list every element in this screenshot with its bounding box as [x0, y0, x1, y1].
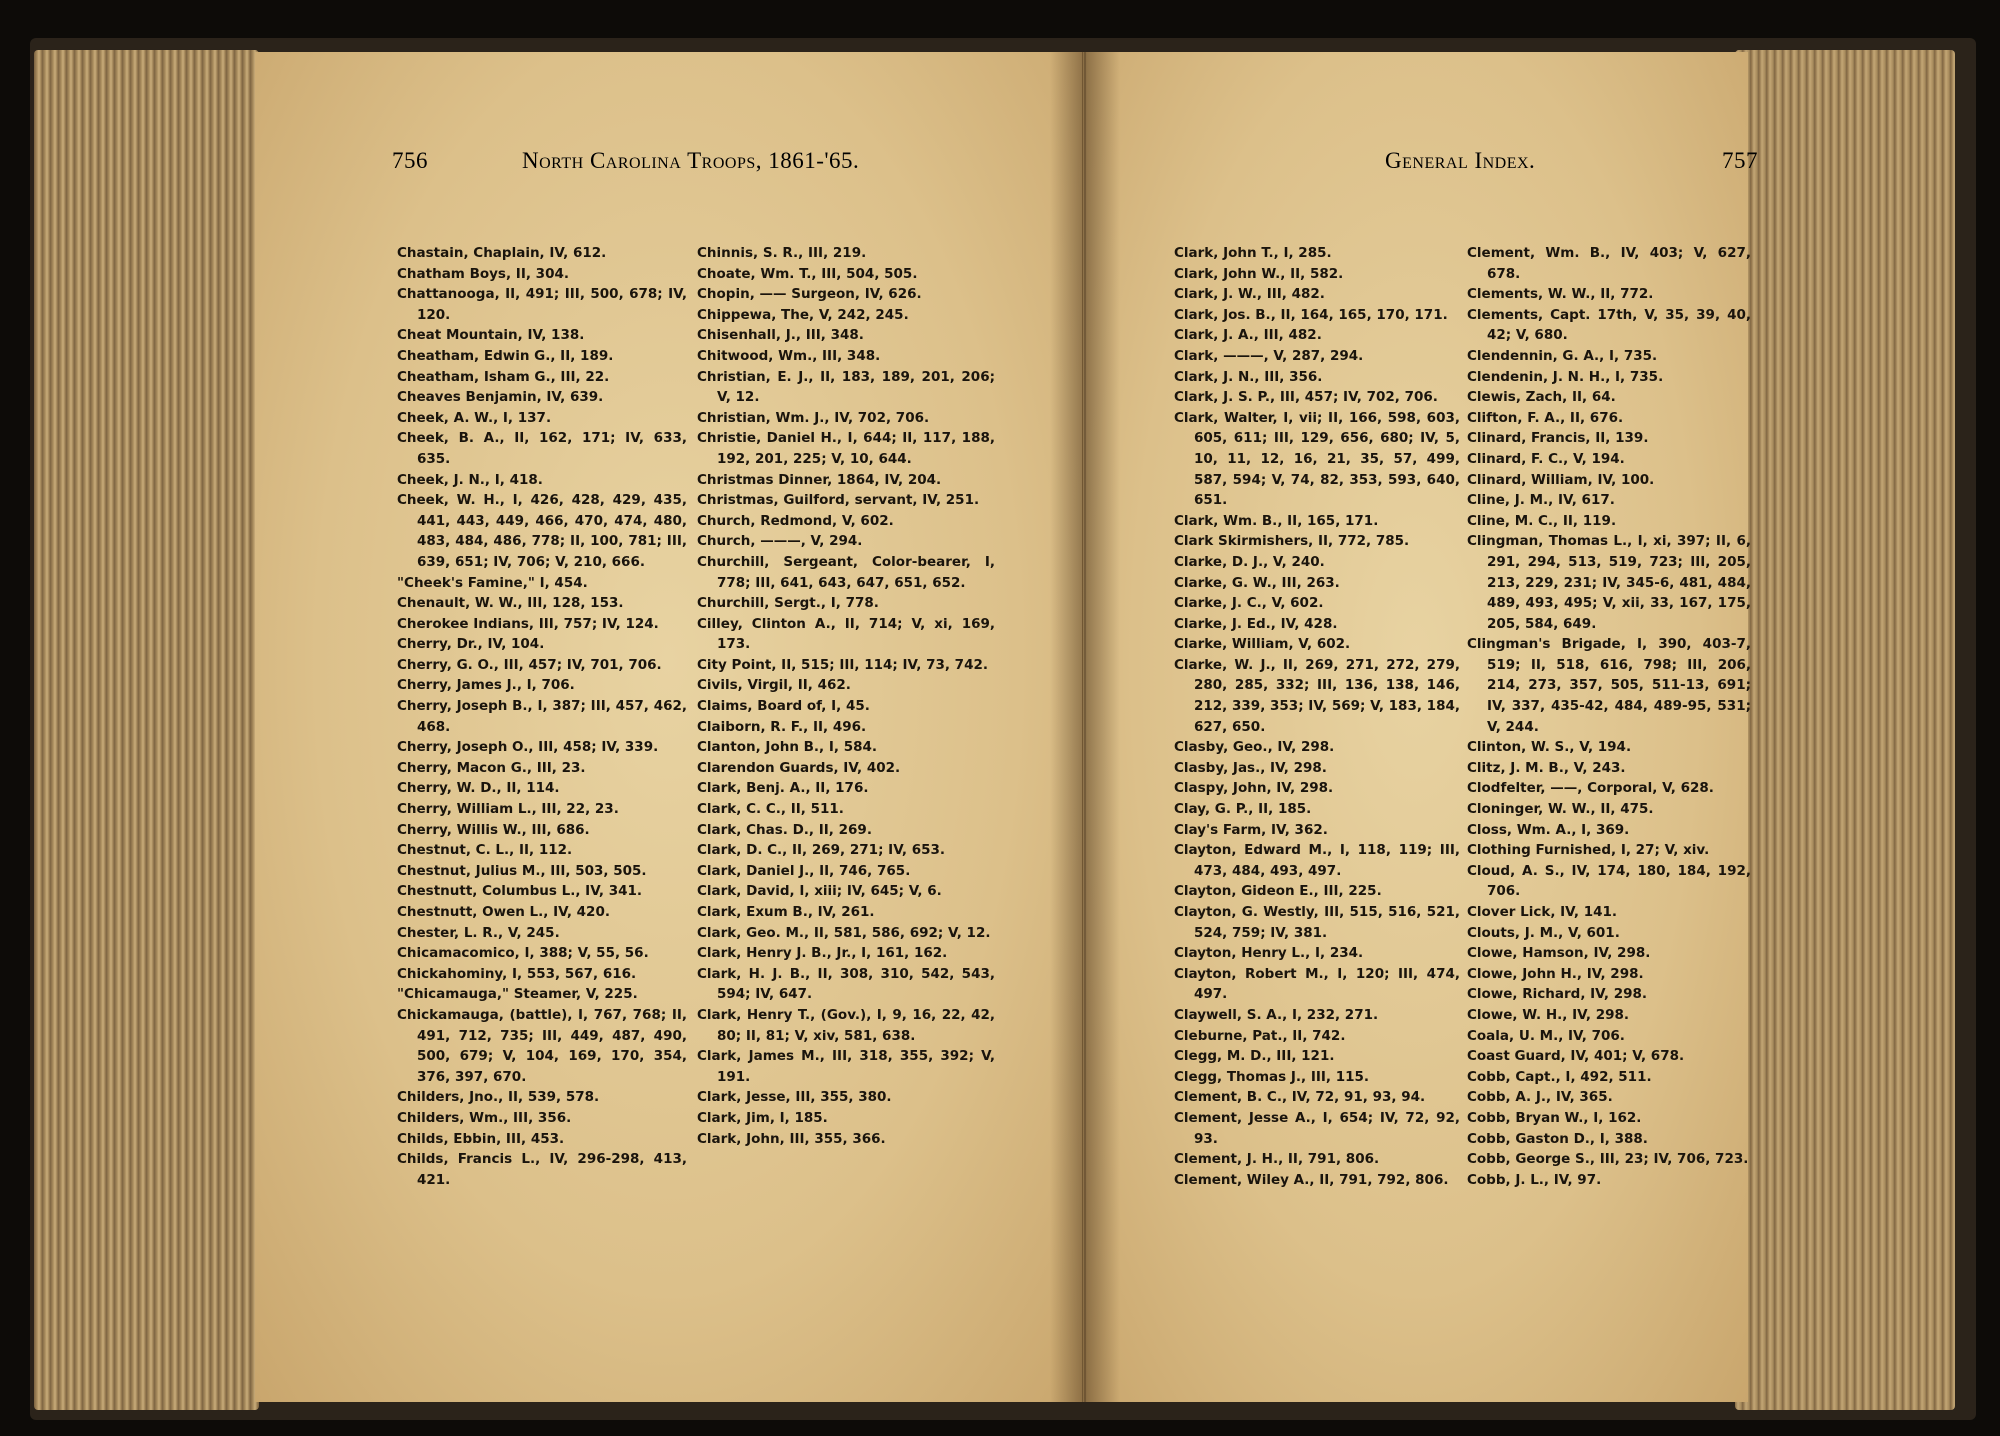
- index-entry: Cobb, A. J., IV, 365.: [1467, 1089, 1613, 1106]
- index-entry: Chopin, —— Surgeon, IV, 626.: [697, 286, 922, 303]
- left-page-number: 756: [392, 148, 428, 173]
- index-entry: Clegg, Thomas J., III, 115.: [1174, 1068, 1370, 1085]
- index-entry: Cheatham, Edwin G., II, 189.: [397, 347, 614, 364]
- index-entry: Cherry, Joseph O., III, 458; IV, 339.: [397, 739, 659, 756]
- index-entry: Clegg, M. D., III, 121.: [1174, 1048, 1335, 1065]
- index-entry: Claspy, John, IV, 298.: [1174, 780, 1334, 797]
- index-entry: Chattanooga, II, 491; III, 500, 678; IV, 120.: [397, 286, 687, 323]
- index-entry: Chinnis, S. R., III, 219.: [697, 245, 867, 261]
- index-entry: Clement, B. C., IV, 72, 91, 93, 94.: [1174, 1089, 1426, 1106]
- index-entry: Clark, Exum B., IV, 261.: [697, 904, 875, 920]
- index-entry: Clothing Furnished, I, 27; V, xiv.: [1467, 842, 1710, 859]
- index-entry: Cherry, Joseph B., I, 387; III, 457, 462, 468.: [397, 698, 687, 735]
- index-entry: Clendennin, G. A., I, 735.: [1467, 347, 1658, 364]
- right-page-number: 757: [1722, 148, 1758, 173]
- index-entry: Clement, Wiley A., II, 791, 792, 806.: [1174, 1171, 1449, 1188]
- index-entry: Chickamauga, (battle), I, 767, 768; II, 491, 712, 735; III, 449, 487, 490, 500, 679; V, 104, 169, 170, 354, 376, 397, 670.: [397, 1006, 687, 1085]
- index-entry: Clayton, G. Westly, III, 515, 516, 521, 524, 759; IV, 381.: [1174, 904, 1460, 941]
- index-entry: Clay's Farm, IV, 362.: [1174, 821, 1328, 838]
- index-entry: Cloninger, W. W., II, 475.: [1467, 801, 1654, 818]
- index-entry: Clark, D. C., II, 269, 271; IV, 653.: [697, 842, 946, 859]
- index-entry: Christmas Dinner, 1864, IV, 204.: [697, 471, 942, 488]
- index-entry: Cheek, A. W., I, 137.: [397, 409, 552, 426]
- index-entry: Clark, Chas. D., II, 269.: [697, 821, 872, 838]
- index-entry: Clements, W. W., II, 772.: [1467, 286, 1654, 303]
- index-entry: Cheek, J. N., I, 418.: [397, 471, 543, 488]
- index-entry: Clayton, Gideon E., III, 225.: [1174, 883, 1382, 900]
- index-entry: Clark, Jos. B., II, 164, 165, 170, 171.: [1174, 306, 1448, 323]
- right-page-edges: [1735, 50, 1955, 1410]
- index-entry: Chestnut, Julius M., III, 503, 505.: [397, 862, 647, 879]
- index-entry: Clement, Jesse A., I, 654; IV, 72, 92, 93.: [1174, 1109, 1460, 1147]
- index-entry: Clark, David, I, xiii; IV, 645; V, 6.: [697, 883, 942, 900]
- left-page-column-2: [697, 243, 995, 1149]
- index-entry: Cloud, A. S., IV, 174, 180, 184, 192, 706.: [1467, 862, 1751, 900]
- index-entry: Cobb, J. L., IV, 97.: [1467, 1171, 1602, 1188]
- index-entry: "Cheek's Famine," I, 454.: [397, 574, 588, 591]
- index-entry: Clark, John W., II, 582.: [1174, 265, 1344, 282]
- index-entry: Civils, Virgil, II, 462.: [697, 677, 851, 694]
- index-entry: Churchill, Sergt., I, 778.: [697, 595, 879, 612]
- index-entry: "Chicamauga," Steamer, V, 225.: [397, 986, 638, 1003]
- index-entry: City Point, II, 515; III, 114; IV, 73, 742.: [697, 656, 988, 673]
- index-entry: Chicamacomico, I, 388; V, 55, 56.: [397, 945, 649, 962]
- index-entry: Chestnutt, Columbus L., IV, 341.: [397, 883, 643, 900]
- index-entry: Christian, Wm. J., IV, 702, 706.: [697, 409, 930, 426]
- right-running-title-text: General Index.: [1385, 148, 1536, 173]
- index-entry: Clowe, Richard, IV, 298.: [1467, 986, 1648, 1003]
- index-entry: Christie, Daniel H., I, 644; II, 117, 188, 192, 201, 225; V, 10, 644.: [697, 430, 995, 467]
- index-entry: Cobb, Bryan W., I, 162.: [1467, 1109, 1642, 1126]
- index-entry: Clinard, William, IV, 100.: [1467, 471, 1655, 488]
- index-entry: Clark, ———, V, 287, 294.: [1174, 347, 1364, 364]
- index-entry: Clinton, W. S., V, 194.: [1467, 739, 1632, 756]
- index-entry: Clarke, W. J., II, 269, 271, 272, 279, 280, 285, 332; III, 136, 138, 146, 212, 339, 353; IV, 569; V, 183, 184, 627, 650.: [1174, 656, 1460, 735]
- index-entry: Clark, Jim, I, 185.: [697, 1109, 828, 1126]
- index-entry: Clinard, Francis, II, 139.: [1467, 430, 1649, 447]
- index-entry: Clark, John T., I, 285.: [1174, 245, 1332, 261]
- index-entry: Clasby, Jas., IV, 298.: [1174, 759, 1327, 776]
- index-entry: Clowe, John H., IV, 298.: [1467, 965, 1644, 982]
- left-page-edges: [34, 50, 259, 1410]
- index-entry: Clarke, G. W., III, 263.: [1174, 574, 1340, 591]
- index-entry: Clowe, Hamson, IV, 298.: [1467, 945, 1651, 962]
- index-entry: Clingman, Thomas L., I, xi, 397; II, 6, 291, 294, 513, 519, 723; III, 205, 213, 229, 231; IV, 345-6, 481, 484, 489, 493, 495; V, xii, 33, 167, 175, 205, 584, 649.: [1467, 533, 1751, 632]
- index-entry: Clark, H. J. B., II, 308, 310, 542, 543, 594; IV, 647.: [697, 965, 995, 1003]
- index-entry: Cline, J. M., IV, 617.: [1467, 492, 1615, 509]
- index-entry: Childers, Jno., II, 539, 578.: [397, 1089, 600, 1106]
- index-entry: Christian, E. J., II, 183, 189, 201, 206; V, 12.: [697, 368, 995, 406]
- index-entry: Chickahominy, I, 553, 567, 616.: [397, 965, 637, 982]
- index-entry: Clarendon Guards, IV, 402.: [697, 759, 901, 776]
- index-entry: Clark, James M., III, 318, 355, 392; V, 191.: [697, 1048, 995, 1085]
- index-entry: Chestnutt, Owen L., IV, 420.: [397, 904, 610, 920]
- index-entry: Clarke, J. Ed., IV, 428.: [1174, 615, 1338, 632]
- index-entry: Cheaves Benjamin, IV, 639.: [397, 389, 604, 406]
- index-entry: Clements, Capt. 17th, V, 35, 39, 40, 42; V, 680.: [1467, 306, 1751, 344]
- left-running-title-text: North Carolina Troops, 1861-'65.: [522, 148, 860, 173]
- index-entry: Clark, J. N., III, 356.: [1174, 368, 1323, 385]
- index-entry: Clarke, William, V, 602.: [1174, 636, 1351, 653]
- index-entry: Claywell, S. A., I, 232, 271.: [1174, 1006, 1379, 1023]
- left-running-title: [522, 148, 859, 174]
- index-entry: Clowe, W. H., IV, 298.: [1467, 1006, 1630, 1023]
- index-entry: Cherry, G. O., III, 457; IV, 701, 706.: [397, 656, 662, 673]
- index-entry: Choate, Wm. T., III, 504, 505.: [697, 265, 918, 282]
- index-entry: Clitz, J. M. B., V, 243.: [1467, 759, 1626, 776]
- index-entry: Cheatham, Isham G., III, 22.: [397, 368, 610, 385]
- index-entry: Clark, J. S. P., III, 457; IV, 702, 706.: [1174, 389, 1438, 406]
- index-entry: Clark, Geo. M., II, 581, 586, 692; V, 12.: [697, 924, 991, 941]
- index-entry: Christmas, Guilford, servant, IV, 251.: [697, 492, 980, 509]
- index-entry: Cheek, B. A., II, 162, 171; IV, 633, 635.: [397, 430, 687, 467]
- index-entry: Clark, J. A., III, 482.: [1174, 327, 1322, 344]
- index-entry: Clark, J. W., III, 482.: [1174, 286, 1325, 303]
- index-entry: Chenault, W. W., III, 128, 153.: [397, 595, 624, 612]
- index-entry: Coast Guard, IV, 401; V, 678.: [1467, 1048, 1685, 1065]
- index-entry: Clifton, F. A., II, 676.: [1467, 409, 1624, 426]
- index-entry: Clouts, J. M., V, 601.: [1467, 924, 1620, 941]
- index-entry: Clodfelter, ——, Corporal, V, 628.: [1467, 780, 1714, 797]
- index-entry: Clarke, D. J., V, 240.: [1174, 553, 1325, 570]
- index-entry: Clewis, Zach, II, 64.: [1467, 389, 1616, 406]
- index-entry: Chippewa, The, V, 242, 245.: [697, 306, 909, 323]
- index-entry: Clayton, Robert M., I, 120; III, 474, 497.: [1174, 965, 1460, 1003]
- left-page-column-1: [397, 243, 687, 1190]
- index-entry: Clark, Daniel J., II, 746, 765.: [697, 862, 911, 879]
- index-entry: Cherry, Dr., IV, 104.: [397, 636, 545, 653]
- index-entry: Closs, Wm. A., I, 369.: [1467, 821, 1630, 838]
- index-entry: Church, ———, V, 294.: [697, 533, 863, 550]
- index-entry: Cherry, W. D., II, 114.: [397, 780, 560, 797]
- index-entry: Clark, Benj. A., II, 176.: [697, 780, 869, 797]
- index-entry: Cherry, Macon G., III, 23.: [397, 759, 586, 776]
- index-entry: Clark, Walter, I, vii; II, 166, 598, 603, 605, 611; III, 129, 656, 680; IV, 5, 10, 11, 12, 16, 21, 35, 57, 499, 587, 594; V, 74, 82, 353, 593, 640, 651.: [1174, 409, 1460, 509]
- index-entry: Clark, Jesse, III, 355, 380.: [697, 1089, 892, 1106]
- index-entry: Chisenhall, J., III, 348.: [697, 327, 864, 344]
- index-entry: Coala, U. M., IV, 706.: [1467, 1027, 1625, 1044]
- index-entry: Clement, J. H., II, 791, 806.: [1174, 1151, 1380, 1168]
- index-entry: Cherry, Willis W., III, 686.: [397, 821, 590, 838]
- index-entry: Chitwood, Wm., III, 348.: [697, 347, 881, 364]
- index-entry: Clanton, John B., I, 584.: [697, 739, 878, 756]
- index-entry: Cherokee Indians, III, 757; IV, 124.: [397, 615, 659, 632]
- index-entry: Clendenin, J. N. H., I, 735.: [1467, 368, 1664, 385]
- index-entry: Clark, John, III, 355, 366.: [697, 1130, 886, 1147]
- index-entry: Clark, Henry T., (Gov.), I, 9, 16, 22, 42, 80; II, 81; V, xiv, 581, 638.: [697, 1006, 995, 1044]
- index-entry: Church, Redmond, V, 602.: [697, 512, 894, 529]
- index-entry: Clingman's Brigade, I, 390, 403-7, 519; II, 518, 616, 798; III, 206, 214, 273, 357, 505, 511-13, 691; IV, 337, 435-42, 484, 489-95, 531; V, 244.: [1467, 636, 1751, 735]
- right-page-column-1: [1174, 243, 1460, 1190]
- right-running-title: [1385, 148, 1535, 174]
- index-entry: Clover Lick, IV, 141.: [1467, 904, 1618, 920]
- index-entry: Clayton, Henry L., I, 234.: [1174, 945, 1364, 962]
- index-entry: Childers, Wm., III, 356.: [397, 1109, 572, 1126]
- index-entry: Childs, Francis L., IV, 296-298, 413, 421.: [397, 1151, 687, 1188]
- index-entry: Chastain, Chaplain, IV, 612.: [397, 245, 607, 261]
- index-entry: Clark, Wm. B., II, 165, 171.: [1174, 512, 1379, 529]
- index-entry: Cherry, James J., I, 706.: [397, 677, 575, 694]
- index-entry: Cilley, Clinton A., II, 714; V, xi, 169, 173.: [697, 615, 995, 653]
- index-entry: Cheek, W. H., I, 426, 428, 429, 435, 441, 443, 449, 466, 470, 474, 480, 483, 484, 486, 778; II, 100, 781; III, 639, 651; IV, 706; V, 210, 666.: [397, 492, 687, 570]
- index-entry: Clasby, Geo., IV, 298.: [1174, 739, 1335, 756]
- index-entry: Chatham Boys, II, 304.: [397, 265, 569, 282]
- index-entry: Churchill, Sergeant, Color-bearer, I, 778; III, 641, 643, 647, 651, 652.: [697, 553, 995, 591]
- index-entry: Clarke, J. C., V, 602.: [1174, 595, 1324, 612]
- index-entry: Cleburne, Pat., II, 742.: [1174, 1027, 1346, 1044]
- index-entry: Clay, G. P., II, 185.: [1174, 801, 1312, 818]
- right-page-column-2: [1467, 243, 1751, 1190]
- index-entry: Childs, Ebbin, III, 453.: [397, 1130, 565, 1147]
- index-entry: Chester, L. R., V, 245.: [397, 924, 560, 941]
- index-entry: Clark Skirmishers, II, 772, 785.: [1174, 533, 1410, 550]
- index-entry: Clement, Wm. B., IV, 403; V, 627, 678.: [1467, 245, 1751, 282]
- index-entry: Cheat Mountain, IV, 138.: [397, 327, 585, 344]
- index-entry: Claims, Board of, I, 45.: [697, 698, 870, 715]
- index-entry: Clayton, Edward M., I, 118, 119; III, 473, 484, 493, 497.: [1174, 842, 1460, 879]
- index-entry: Clinard, F. C., V, 194.: [1467, 450, 1625, 467]
- index-entry: Cobb, Capt., I, 492, 511.: [1467, 1068, 1652, 1085]
- index-entry: Clark, Henry J. B., Jr., I, 161, 162.: [697, 945, 948, 962]
- index-entry: Cobb, George S., III, 23; IV, 706, 723.: [1467, 1151, 1749, 1168]
- index-entry: Chestnut, C. L., II, 112.: [397, 842, 573, 859]
- index-entry: Cherry, William L., III, 22, 23.: [397, 801, 619, 818]
- index-entry: Claiborn, R. F., II, 496.: [697, 718, 867, 735]
- index-entry: Clark, C. C., II, 511.: [697, 801, 844, 818]
- index-entry: Cline, M. C., II, 119.: [1467, 512, 1617, 529]
- index-entry: Cobb, Gaston D., I, 388.: [1467, 1130, 1648, 1147]
